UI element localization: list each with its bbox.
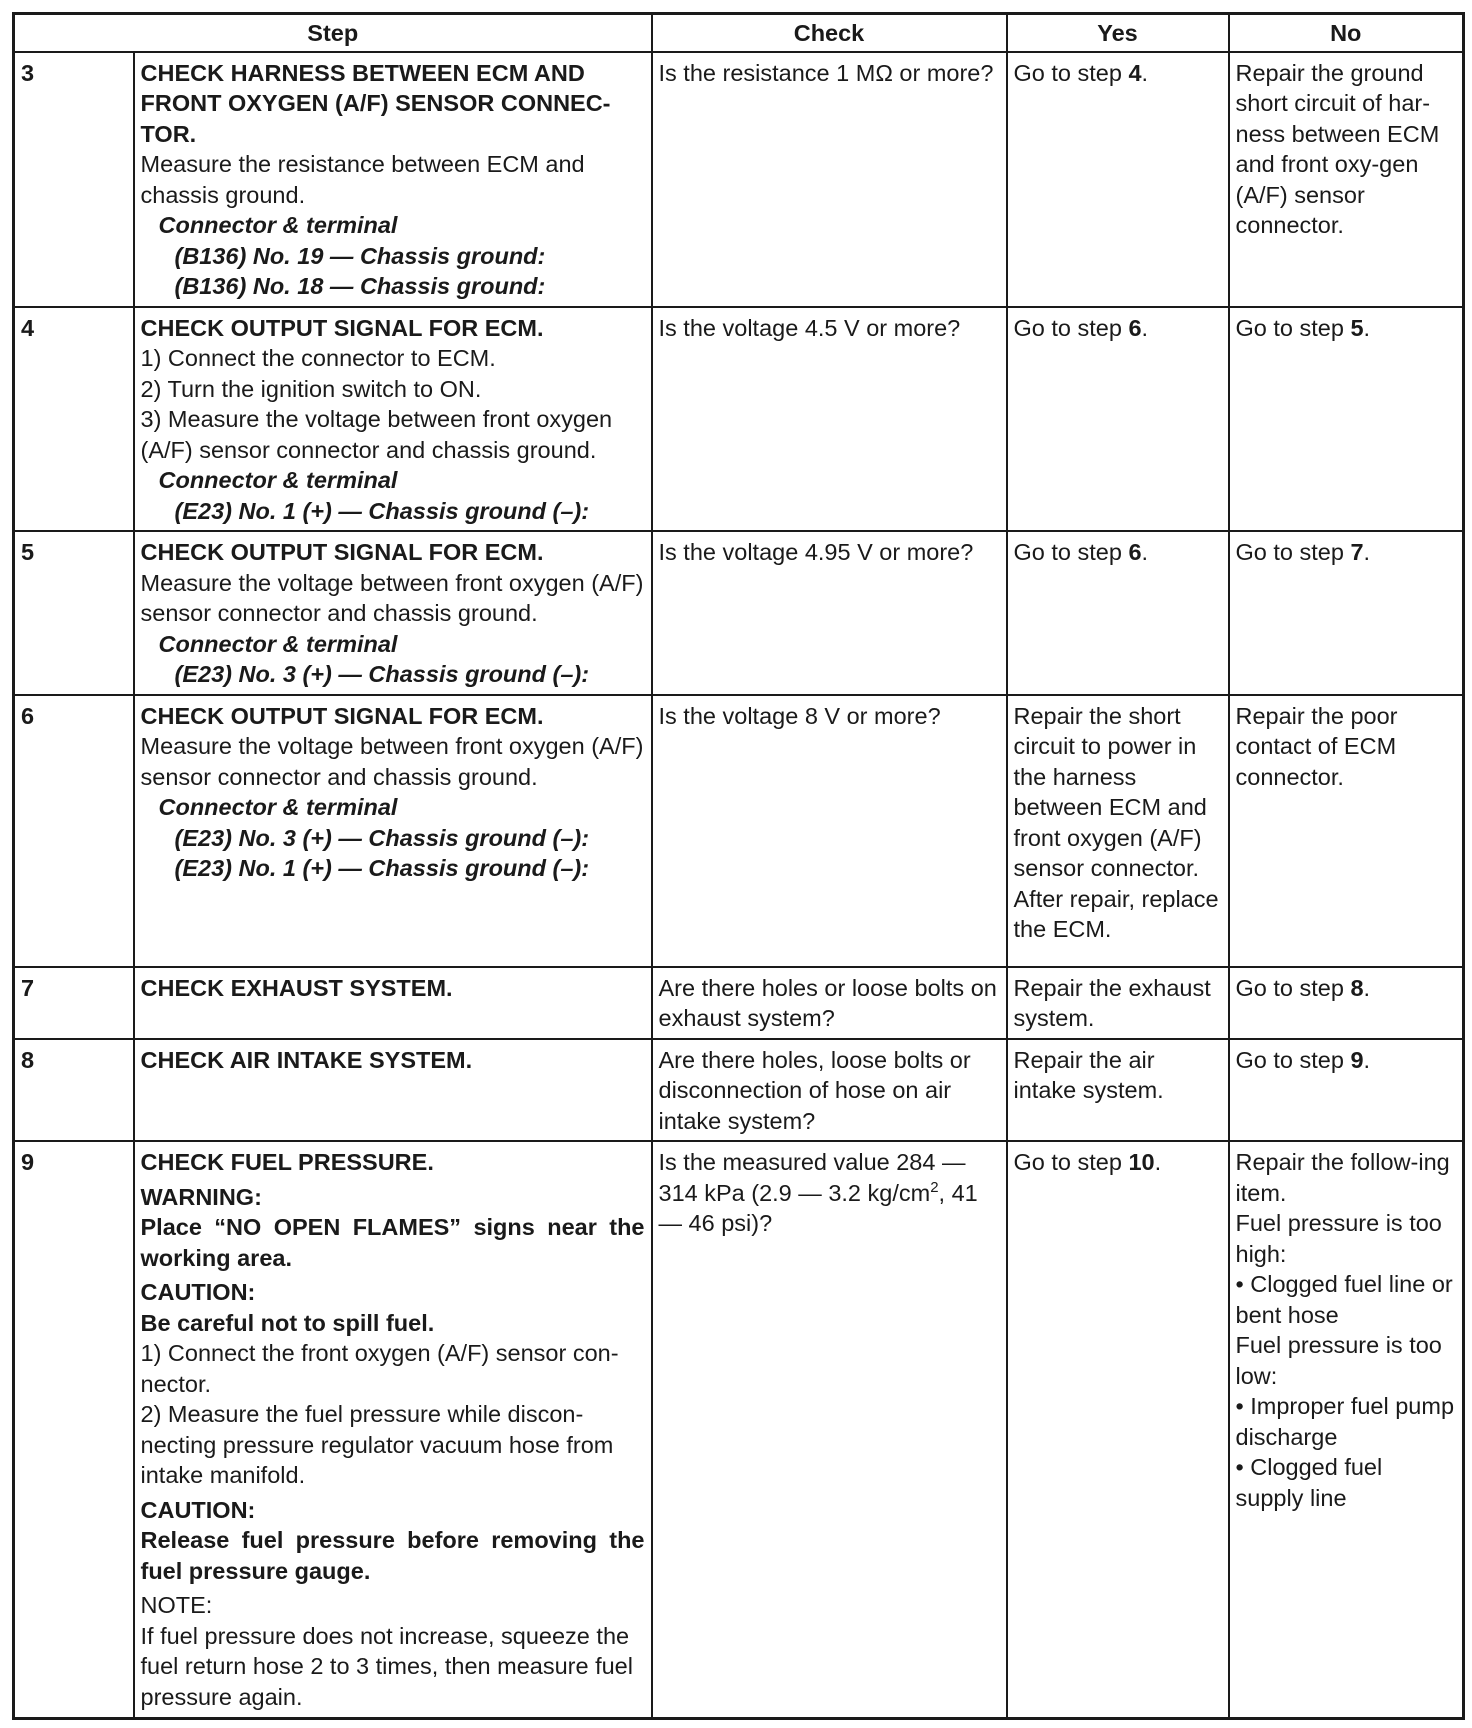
table-row <box>14 1141 1464 1719</box>
check-text: Is the measured value 284 — 314 kPa (2.9 — 3.2 kg/cm <box>658 1149 966 1206</box>
step-number: 8 <box>14 1039 134 1142</box>
no-step-ref: 7 <box>1350 539 1364 565</box>
no-text: Go to step <box>1235 539 1351 565</box>
step-text: 2) Measure the fuel pressure while discon-necting pressure regulator vacuum hose from intake manifold. <box>140 1401 614 1488</box>
step-description <box>134 1039 652 1142</box>
step-number: 3 <box>14 52 134 307</box>
caution-text: Release fuel pressure before removing the fuel pressure gauge. <box>140 1527 645 1584</box>
connector-label: Connector & terminal <box>158 630 398 657</box>
yes-step-ref: 4 <box>1128 59 1142 86</box>
step-description <box>134 1141 652 1719</box>
step-title: CHECK OUTPUT SIGNAL FOR ECM. <box>140 314 544 341</box>
no-bullet: • Clogged fuel supply line <box>1235 1454 1383 1511</box>
caution-label: CAUTION: <box>140 1279 256 1305</box>
step-description <box>134 967 652 1039</box>
note-text: If fuel pressure does not increase, squeeze the fuel return hose 2 to 3 times, then measure fuel pressure again. <box>140 1622 633 1710</box>
yes-cell: Repair the air intake system. <box>1007 1039 1229 1142</box>
no-suffix: . <box>1363 974 1371 1001</box>
yes-step-ref: 10 <box>1128 1149 1155 1175</box>
yes-suffix: . <box>1154 1149 1162 1175</box>
step-title: CHECK HARNESS BETWEEN ECM AND FRONT OXYGEN (A/F) SENSOR CONNEC-TOR. <box>140 59 611 147</box>
no-text: Go to step <box>1235 1046 1351 1073</box>
table-row <box>14 695 1464 967</box>
step-text: 3) Measure the voltage between front oxygen (A/F) sensor connector and chassis ground. <box>140 406 613 463</box>
no-cell: Repair the poor contact of ECM connector. <box>1229 695 1464 967</box>
yes-cell <box>1007 52 1229 307</box>
step-text: Measure the voltage between front oxygen (A/F) sensor connector and chassis ground. <box>140 569 644 626</box>
no-text: Go to step <box>1235 314 1351 341</box>
no-step-ref: 8 <box>1350 974 1364 1001</box>
no-cell <box>1229 1039 1464 1142</box>
no-cell <box>1229 531 1464 695</box>
step-title: CHECK EXHAUST SYSTEM. <box>140 974 453 1001</box>
step-number: 6 <box>14 695 134 967</box>
yes-suffix: . <box>1141 314 1149 341</box>
yes-text: Go to step <box>1013 314 1129 341</box>
no-suffix: . <box>1363 314 1371 341</box>
terminal-spec: (B136) No. 19 — Chassis ground: <box>174 242 546 269</box>
table-row <box>14 531 1464 695</box>
terminal-spec: (B136) No. 18 — Chassis ground: <box>174 273 546 299</box>
connector-label: Connector & terminal <box>158 794 398 820</box>
no-cell <box>1229 1141 1464 1719</box>
no-text: Go to step <box>1235 974 1351 1001</box>
header-yes: Yes <box>1007 14 1229 52</box>
yes-cell: Repair the exhaust system. <box>1007 967 1229 1039</box>
terminal-spec: (E23) No. 1 (+) — Chassis ground (–): <box>174 497 590 524</box>
table-row <box>14 52 1464 307</box>
step-title: CHECK OUTPUT SIGNAL FOR ECM. <box>140 539 544 565</box>
no-cell: Repair the ground short circuit of har-ness between ECM and front oxy-gen (A/F) sensor connector. <box>1229 52 1464 307</box>
step-description <box>134 307 652 532</box>
step-text: Measure the resistance between ECM and chassis ground. <box>140 151 585 208</box>
check-cell <box>652 1141 1007 1719</box>
check-superscript: 2 <box>930 1178 939 1196</box>
yes-suffix: . <box>1141 59 1149 86</box>
step-title: CHECK OUTPUT SIGNAL FOR ECM. <box>140 702 544 729</box>
step-description <box>134 695 652 967</box>
table-row <box>14 307 1464 532</box>
caution-text: Be careful not to spill fuel. <box>140 1309 435 1336</box>
terminal-spec: (E23) No. 3 (+) — Chassis ground (–): <box>174 824 590 851</box>
step-title: CHECK AIR INTAKE SYSTEM. <box>140 1046 473 1073</box>
yes-step-ref: 6 <box>1128 314 1142 341</box>
yes-text: Go to step <box>1013 1149 1129 1175</box>
warning-label: WARNING: <box>140 1183 262 1210</box>
connector-label: Connector & terminal <box>158 467 398 493</box>
connector-label: Connector & terminal <box>158 212 398 238</box>
step-number: 5 <box>14 531 134 695</box>
table-header-row <box>14 14 1464 52</box>
no-cell <box>1229 967 1464 1039</box>
step-text: 2) Turn the ignition switch to ON. <box>140 375 482 402</box>
no-step-ref: 5 <box>1350 314 1364 341</box>
step-title: CHECK FUEL PRESSURE. <box>140 1149 434 1175</box>
yes-text: Go to step <box>1013 59 1129 86</box>
no-bullet: • Improper fuel pump discharge <box>1235 1393 1455 1450</box>
no-text: Fuel pressure is too low: <box>1235 1332 1442 1389</box>
no-cell <box>1229 307 1464 532</box>
check-cell: Are there holes or loose bolts on exhaust system? <box>652 967 1007 1039</box>
yes-step-ref: 6 <box>1128 539 1142 565</box>
yes-text: Go to step <box>1013 539 1129 565</box>
yes-cell: Repair the short circuit to power in the harness between ECM and front oxygen (A/F) sensor connector. After repair, replace the ECM. <box>1007 695 1229 967</box>
no-text: Fuel pressure is too high: <box>1235 1210 1442 1267</box>
check-cell: Are there holes, loose bolts or disconnection of hose on air intake system? <box>652 1039 1007 1142</box>
check-cell: Is the resistance 1 MΩ or more? <box>652 52 1007 307</box>
terminal-spec: (E23) No. 3 (+) — Chassis ground (–): <box>174 661 590 687</box>
note-label: NOTE: <box>140 1592 213 1618</box>
header-step: Step <box>14 14 652 52</box>
step-number: 9 <box>14 1141 134 1719</box>
step-number: 4 <box>14 307 134 532</box>
no-suffix: . <box>1363 1046 1371 1073</box>
no-bullet: • Clogged fuel line or bent hose <box>1235 1271 1453 1328</box>
table-row <box>14 1039 1464 1142</box>
step-text: 1) Connect the connector to ECM. <box>140 345 496 371</box>
yes-cell <box>1007 531 1229 695</box>
yes-cell <box>1007 307 1229 532</box>
diagnostic-procedure-table <box>12 12 1465 1720</box>
warning-text: Place “NO OPEN FLAMES” signs near the working area. <box>140 1214 645 1271</box>
step-text: Measure the voltage between front oxygen (A/F) sensor connector and chassis ground. <box>140 733 644 790</box>
yes-cell <box>1007 1141 1229 1719</box>
table-row <box>14 967 1464 1039</box>
check-cell: Is the voltage 4.5 V or more? <box>652 307 1007 532</box>
step-text: 1) Connect the front oxygen (A/F) sensor con-nector. <box>140 1340 619 1397</box>
yes-suffix: . <box>1141 539 1149 565</box>
no-step-ref: 9 <box>1350 1046 1364 1073</box>
header-no: No <box>1229 14 1464 52</box>
check-cell: Is the voltage 4.95 V or more? <box>652 531 1007 695</box>
no-text: Repair the follow-ing item. <box>1235 1149 1450 1206</box>
check-cell: Is the voltage 8 V or more? <box>652 695 1007 967</box>
step-description <box>134 52 652 307</box>
step-description <box>134 531 652 695</box>
terminal-spec: (E23) No. 1 (+) — Chassis ground (–): <box>174 855 590 881</box>
check-text-end: , 41 — 46 psi)? <box>658 1179 978 1236</box>
caution-label: CAUTION: <box>140 1496 256 1523</box>
header-check: Check <box>652 14 1007 52</box>
step-number: 7 <box>14 967 134 1039</box>
no-suffix: . <box>1363 539 1371 565</box>
